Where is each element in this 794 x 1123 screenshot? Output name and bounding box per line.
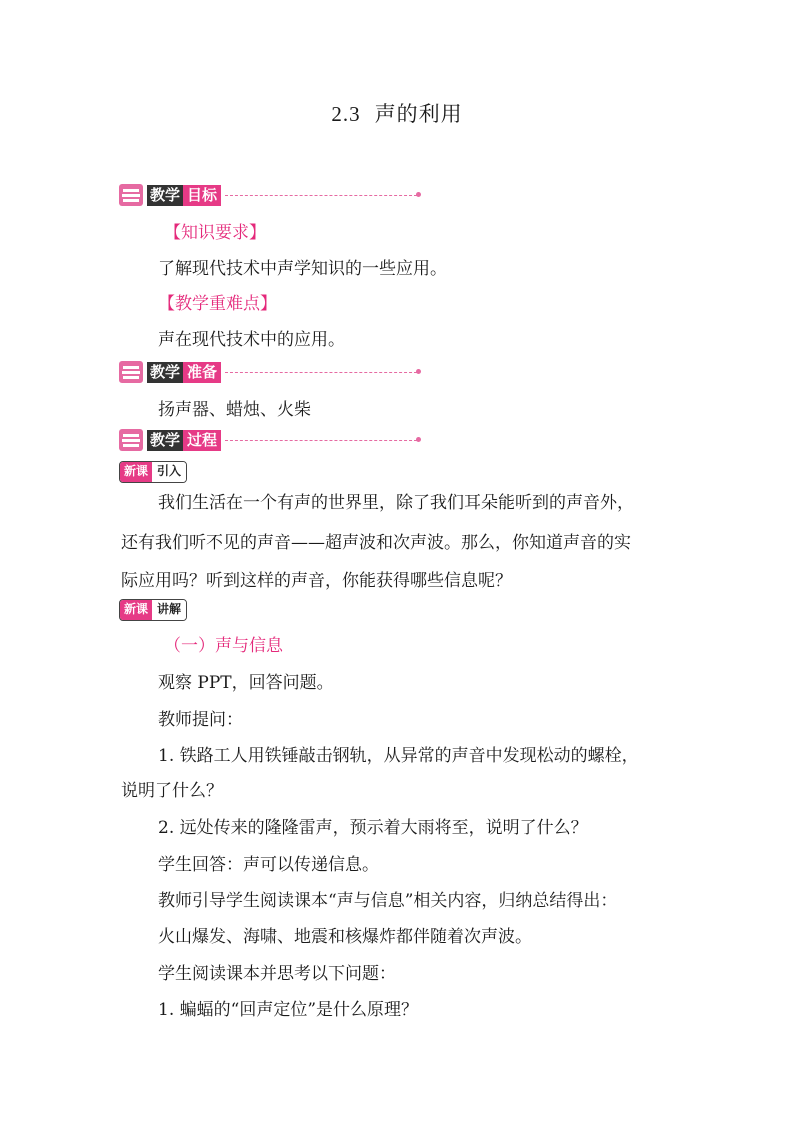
question-1-line-1: 1. 铁路工人用铁锤敲击钢轨，从异常的声音中发现松动的螺栓，: [158, 746, 639, 766]
section-label-2: 目标: [183, 185, 221, 206]
section-header-goal: [119, 184, 417, 206]
tag-label-2: 引入: [152, 462, 186, 482]
lecture-tag: [119, 599, 187, 621]
student-answer: 学生回答：声可以传递信息。: [158, 855, 379, 875]
section-header-prep: [119, 361, 417, 383]
section-label-2: 准备: [183, 362, 221, 383]
books-icon: [119, 361, 143, 383]
intro-line-3: 际应用吗？听到这样的声音，你能获得哪些信息呢？: [121, 571, 512, 591]
section-label-1: 教学: [147, 185, 183, 206]
books-icon: [119, 184, 143, 206]
title-text: 声的利用: [374, 102, 463, 126]
tag-label-1: 新课: [120, 600, 152, 620]
prep-text: 扬声器、蜡烛、火柴: [158, 400, 311, 420]
section-label-2: 过程: [183, 430, 221, 451]
reading-prompt: 学生阅读课本并思考以下问题：: [158, 964, 396, 984]
key-heading: 【教学重难点】: [158, 294, 277, 314]
section-label-1: 教学: [147, 430, 183, 451]
key-text: 声在现代技术中的应用。: [158, 330, 345, 350]
lecture-heading: （一）声与信息: [164, 636, 283, 656]
knowledge-heading: 【知识要求】: [164, 223, 266, 243]
reading-question-1: 1. 蝙蝠的“回声定位”是什么原理？: [158, 1000, 419, 1020]
books-icon: [119, 429, 143, 451]
dashed-divider: [225, 195, 417, 196]
section-header-process: [119, 429, 417, 451]
intro-line-2: 还有我们听不见的声音——超声波和次声波。那么，你知道声音的实: [121, 533, 631, 553]
section-label-1: 教学: [147, 362, 183, 383]
dashed-divider: [225, 440, 417, 441]
intro-tag: [119, 461, 187, 483]
guide-line-2: 火山爆发、海啸、地震和核爆炸都伴随着次声波。: [158, 927, 532, 947]
dashed-divider: [225, 372, 417, 373]
question-2: 2. 远处传来的隆隆雷声，预示着大雨将至，说明了什么？: [158, 818, 588, 838]
question-1-line-2: 说明了什么？: [121, 781, 223, 801]
page-title: [0, 98, 794, 128]
knowledge-text: 了解现代技术中声学知识的一些应用。: [158, 259, 447, 279]
intro-line-1: 我们生活在一个有声的世界里，除了我们耳朵能听到的声音外，: [158, 493, 634, 513]
lecture-p2: 教师提问：: [158, 710, 243, 730]
lecture-p1: 观察 PPT，回答问题。: [158, 673, 334, 693]
guide-line-1: 教师引导学生阅读课本“声与信息”相关内容，归纳总结得出：: [158, 891, 618, 911]
tag-label-1: 新课: [120, 462, 152, 482]
tag-label-2: 讲解: [152, 600, 186, 620]
section-number: 2.3: [331, 102, 361, 126]
